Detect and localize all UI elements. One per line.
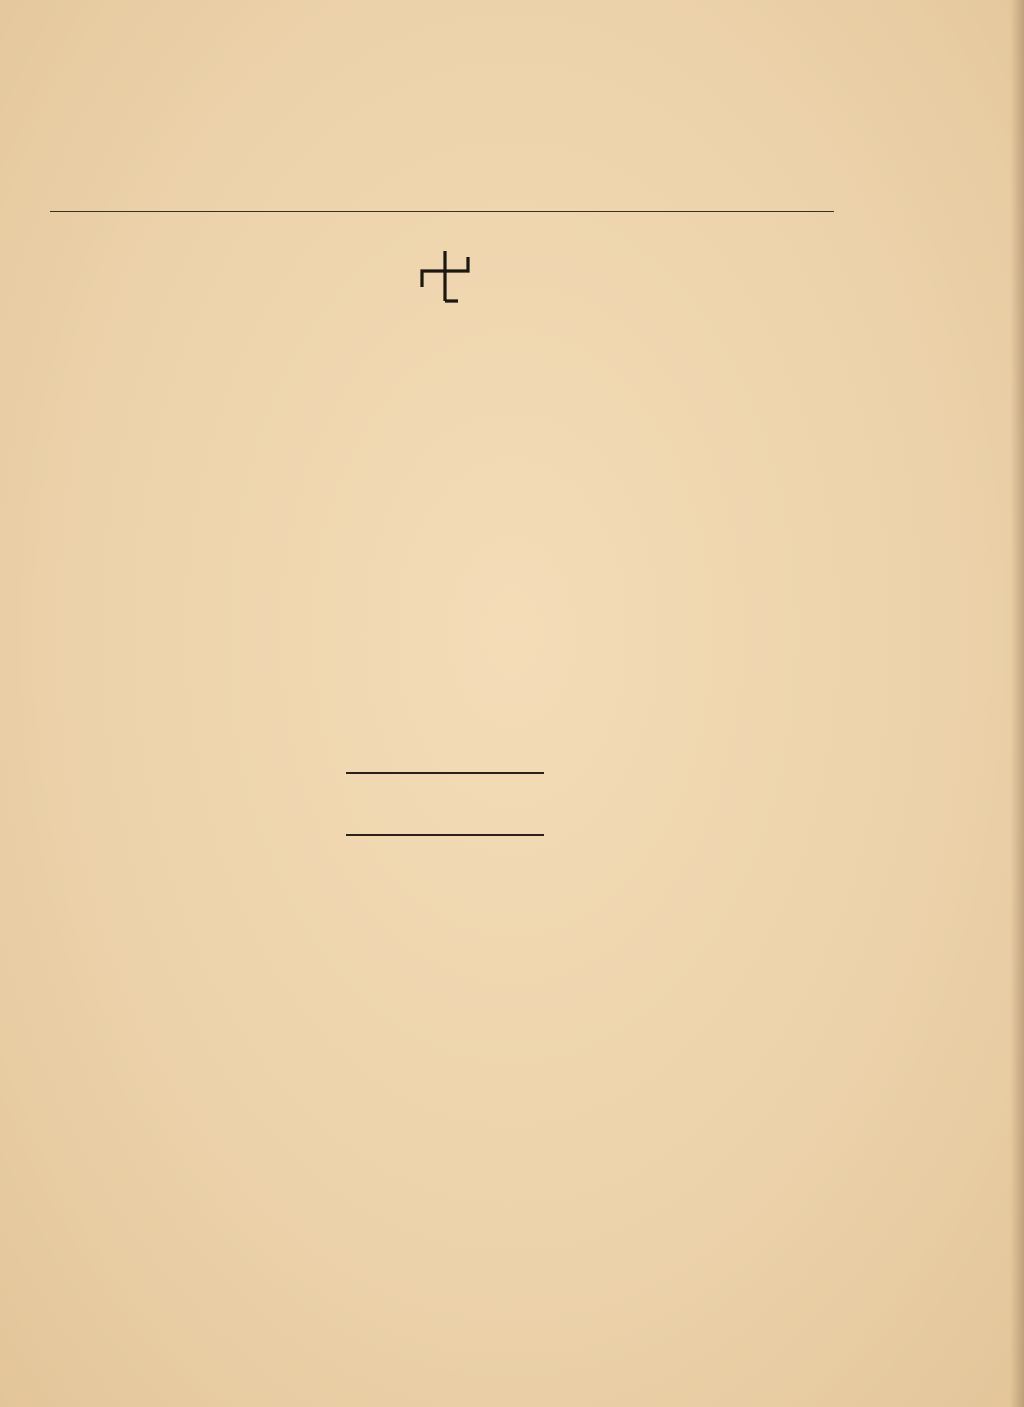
bottom-ornament-border: [58, 1148, 834, 1218]
swastika-icon: [410, 243, 480, 305]
edition-rule-top: [346, 772, 544, 774]
page-edge-shadow: [1010, 0, 1024, 1407]
publisher-rule: [50, 211, 834, 212]
top-ornament-border: [48, 92, 834, 160]
edition-rule-bottom: [346, 834, 544, 836]
